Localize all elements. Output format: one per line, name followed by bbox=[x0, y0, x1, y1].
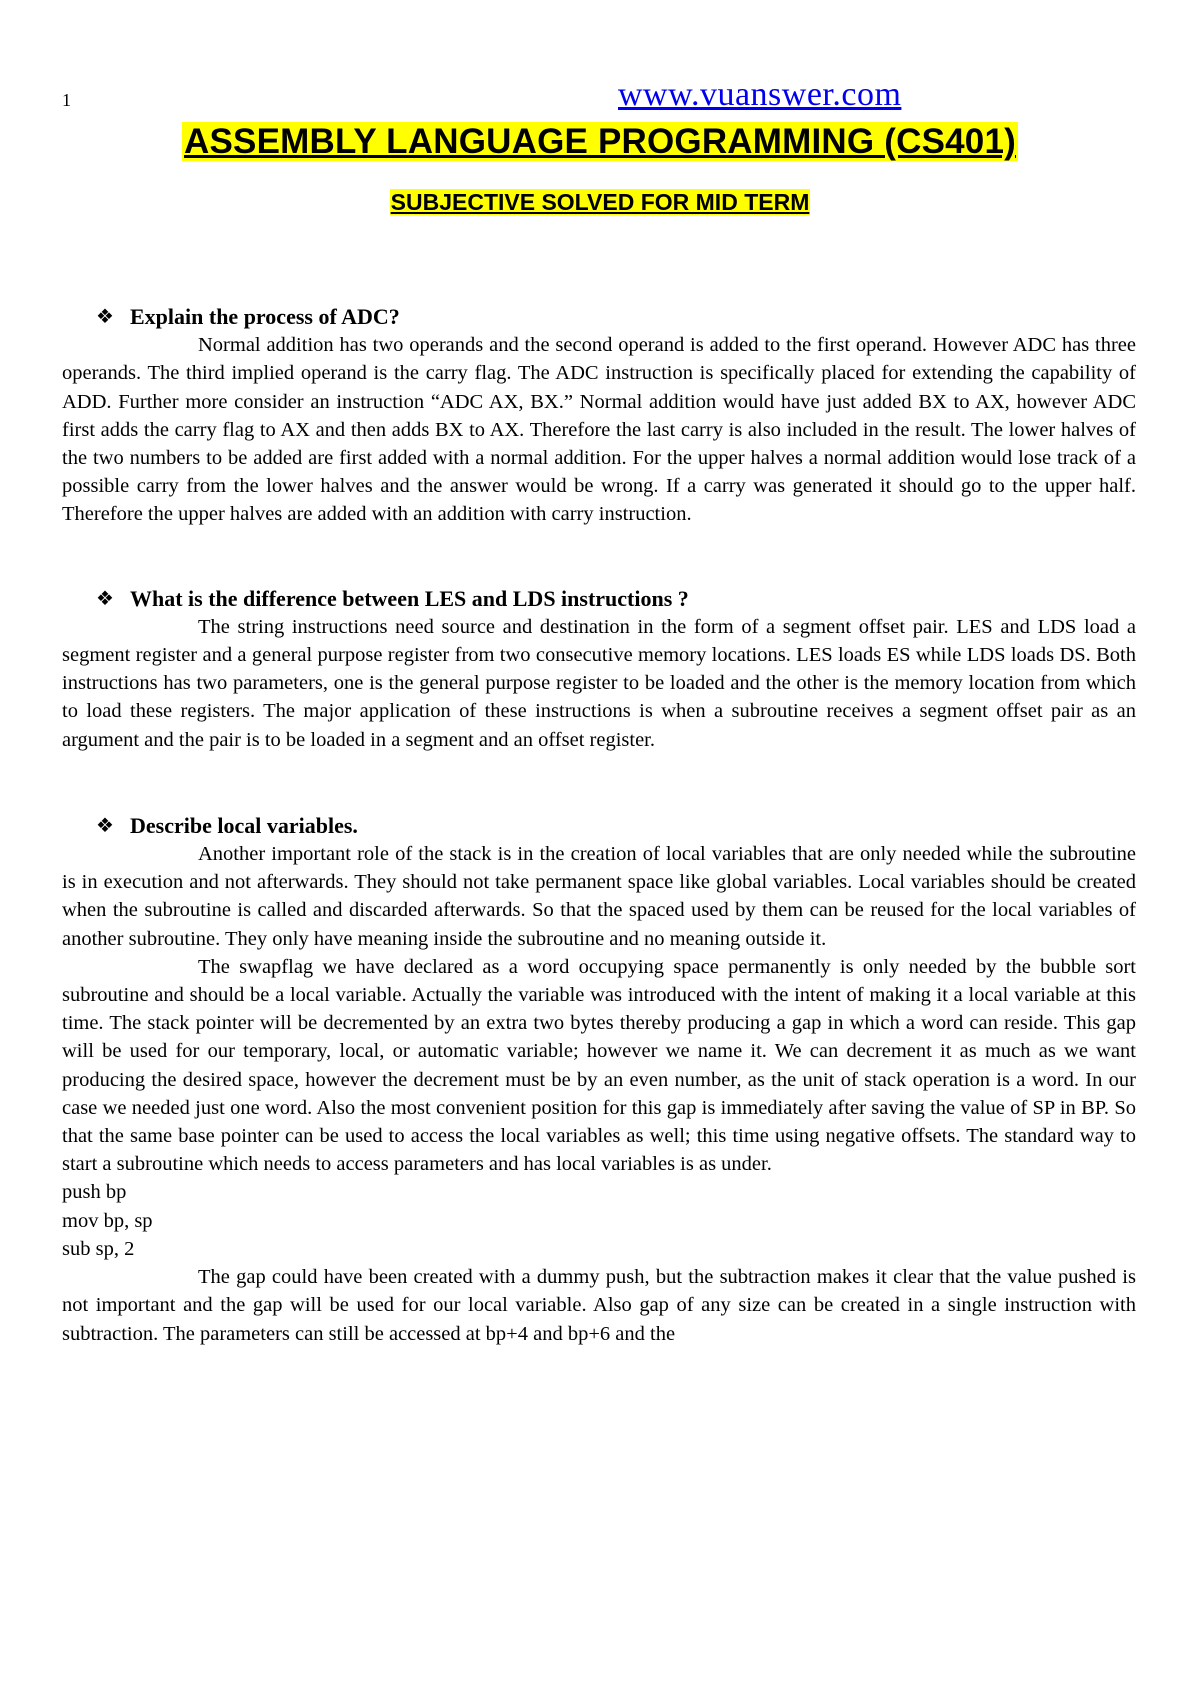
qa-section bbox=[62, 812, 1136, 1348]
document-title bbox=[0, 122, 1200, 162]
answer-paragraph: The swapflag we have declared as a word occupying space permanently is only needed by the bubble sort subroutine and should be a local variable. Actually the variable was introduced with the intent of making it a local variable at this time. The stack pointer will be decremented by an extra two bytes thereby producing a gap in which a word can reside. This gap will be used for our temporary, local, or automatic variable; however we name it. We can decrement it as much as we want producing the desired space, however the decrement must be by an even number, as the unit of stack operation is a word. In our case we needed just one word. Also the most convenient position for this gap is immediately after saving the value of SP in BP. So that the same base pointer can be used to access the local variables as well; this time using negative offsets. The standard way to start a subroutine which needs to access parameters and has local variables is as under. bbox=[62, 955, 1136, 1176]
section-spacer bbox=[62, 529, 1136, 585]
qa-section bbox=[62, 585, 1136, 754]
code-line: push bp bbox=[62, 1181, 127, 1204]
diamond-bullet-icon: ❖ bbox=[96, 306, 114, 328]
document-body bbox=[62, 303, 1136, 1348]
diamond-bullet-icon: ❖ bbox=[96, 587, 114, 610]
document-subtitle-text: SUBJECTIVE SOLVED FOR MID TERM bbox=[390, 189, 810, 215]
page-number: 1 bbox=[62, 90, 71, 110]
document-title-text: ASSEMBLY LANGUAGE PROGRAMMING (CS401) bbox=[184, 122, 1016, 161]
answer-paragraph: Normal addition has two operands and the second operand is added to the first operand. However ADC has three operands. The third implied operand is the carry flag. The ADC instruction is specifically placed for extending the capability of ADD. Further more consider an instruction “ADC AX, BX.” Normal addition would have just added BX to AX, however ADC first adds the carry flag to AX and then adds BX to AX. Therefore the last carry is also included in the result. The lower halves of the two numbers to be added are first added with a normal addition. For the upper halves a normal addition would lose track of a possible carry from the lower halves and the answer would be wrong. If a carry was generated it should go to the upper half. Therefore the upper halves are added with an addition with carry instruction. bbox=[62, 334, 1136, 526]
question-heading bbox=[62, 812, 1136, 840]
code-line: mov bp, sp bbox=[62, 1209, 153, 1232]
question-heading bbox=[62, 303, 1136, 331]
question-text: What is the difference between LES and LDS instructions ? bbox=[130, 585, 689, 611]
answer-paragraph: Another important role of the stack is in the creation of local variables that are only needed while the subroutine is in execution and not afterwards. They should not take permanent space like global variables. Local variables should be created when the subroutine is called and discarded afterwards. So that the spaced used by them can be reused for the local variables of another subroutine. They only have meaning inside the subroutine and no meaning outside it. bbox=[62, 843, 1136, 950]
code-line: sub sp, 2 bbox=[62, 1237, 135, 1260]
site-link[interactable]: www.vuanswer.com bbox=[618, 76, 902, 113]
qa-section bbox=[62, 303, 1136, 529]
question-text: Explain the process of ADC? bbox=[130, 304, 400, 329]
section-spacer bbox=[62, 754, 1136, 812]
answer-paragraph: The gap could have been created with a dummy push, but the subtraction makes it clear that the value pushed is not important and the gap will be used for our local variable. Also gap of any size can be created in a single instruction with subtraction. The parameters can still be accessed at bp+4 and bp+6 and the bbox=[62, 1266, 1136, 1345]
question-heading bbox=[62, 585, 1136, 613]
answer-paragraph: The string instructions need source and destination in the form of a segment offset pair. LES and LDS load a segment register and a general purpose register from two consecutive memory locations. LES loads ES while LDS loads DS. Both instructions has two parameters, one is the general purpose register to be loaded and the other is the memory location from which to load these registers. The major application of these instructions is when a subroutine receives a segment offset pair as an argument and the pair is to be loaded in a segment and an offset register. bbox=[62, 615, 1136, 751]
diamond-bullet-icon: ❖ bbox=[96, 814, 114, 837]
document-subtitle bbox=[0, 189, 1200, 217]
question-text: Describe local variables. bbox=[130, 812, 358, 838]
